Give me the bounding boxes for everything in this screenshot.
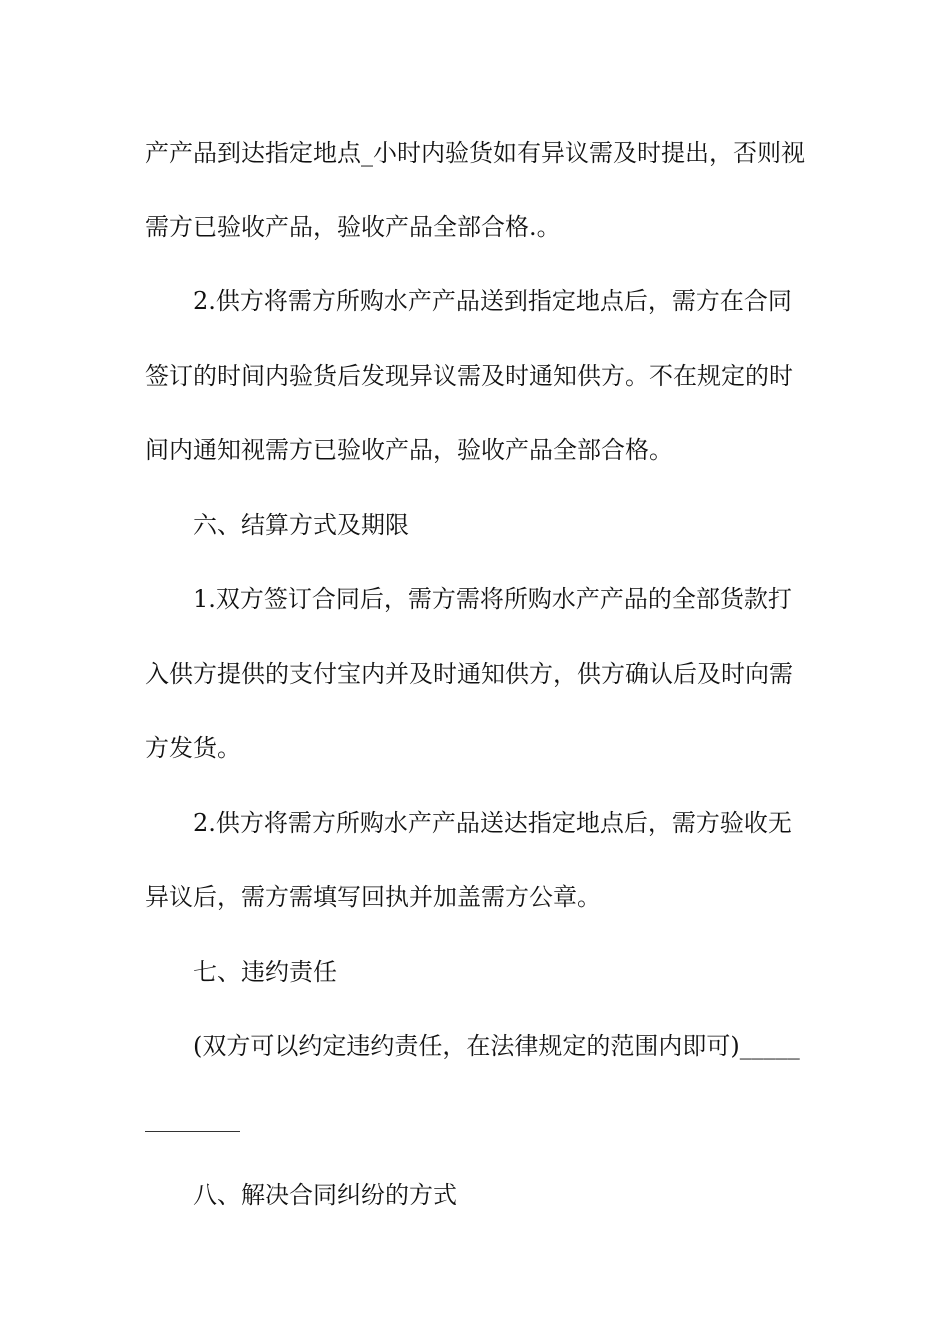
paragraph-line: 异议后，需方需填写回执并加盖需方公章。: [145, 883, 601, 911]
paragraph-line: 间内通知视需方已验收产品，验收产品全部合格。: [145, 436, 673, 464]
paragraph-line: 2.供方将需方所购水产产品送达指定地点后，需方验收无: [193, 809, 792, 837]
section-heading: 八、解决合同纠纷的方式: [193, 1181, 457, 1209]
paragraph-line: 方发货。: [145, 734, 241, 762]
paragraph-line: 产产品到达指定地点_小时内验货如有异议需及时提出，否则视: [145, 139, 805, 167]
paragraph-line: 签订的时间内验货后发现异议需及时通知供方。不在规定的时: [145, 362, 793, 390]
paragraph-line: 1.双方签订合同后，需方需将所购水产产品的全部货款打: [193, 585, 792, 613]
section-heading: 六、结算方式及期限: [193, 511, 409, 539]
paragraph-line: 2.供方将需方所购水产产品送到指定地点后，需方在合同: [193, 287, 792, 315]
paragraph-line: 需方已验收产品，验收产品全部合格.。: [145, 213, 561, 241]
paragraph-line: 入供方提供的支付宝内并及时通知供方，供方确认后及时向需: [145, 660, 793, 688]
paragraph-line: (双方可以约定违约责任，在法律规定的范围内即可)_____: [193, 1032, 800, 1060]
section-heading: 七、违约责任: [193, 958, 337, 986]
fill-in-blank-line: [145, 1131, 240, 1132]
